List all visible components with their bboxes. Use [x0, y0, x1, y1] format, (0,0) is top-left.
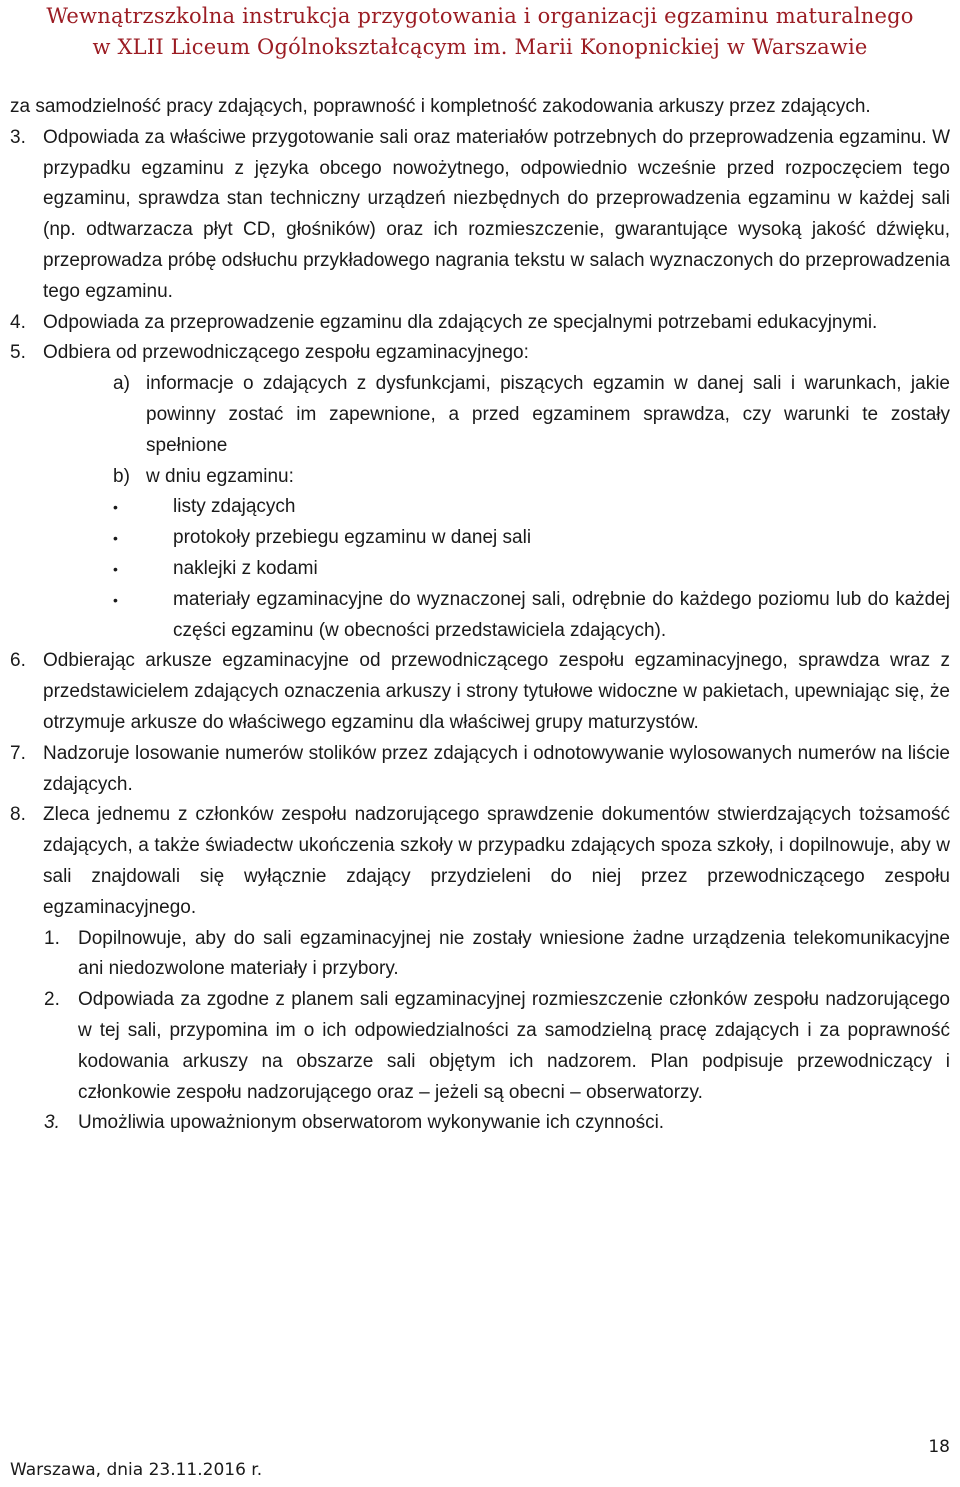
list-item: [10, 338, 950, 369]
list-item: [10, 739, 950, 801]
list-item: [10, 800, 950, 923]
bullet-text: protokoły przebiegu egzaminu w danej sali: [173, 527, 532, 549]
sub-item-letter: b): [113, 465, 130, 487]
item-text: Odpowiada za przeprowadzenie egzaminu dla zdających ze specjalnymi potrzebami edukacyjnymi.: [43, 311, 878, 333]
document-header: [0, 0, 960, 68]
list-item: [10, 123, 950, 308]
list-item: [10, 646, 950, 738]
item-text: Odpowiada za właściwe przygotowanie sali oraz materiałów potrzebnych do przeprowadzenia egzaminu. W przypadku egzaminu z języka obcego nowożytnego, odpowiednio wcześnie przed rozpoczęciem tego egzaminu, sprawdza stan techniczny urządzeń niezbędnych do przeprowadzenia egzaminu w każdej sali (np. odtwarzacza płyt CD, głośników) oraz ich rozmieszczenie, gwarantujące wysoką jakość dźwięku, przeprowadza próbę odsłuchu przykładowego nagrania tekstu w salach wyznaczonych do przeprowadzenia tego egzaminu.: [43, 126, 950, 302]
bullet-icon: •: [113, 591, 118, 608]
bullet-item: [10, 554, 950, 585]
footer-date: Warszawa, dnia 23.11.2016 r.: [10, 1460, 263, 1480]
header-title-line-1: Wewnątrzszkolna instrukcja przygotowania i organizacji egzaminu maturalnego: [46, 4, 914, 28]
sub-list-item: [10, 369, 950, 461]
nested-item-number: 1.: [44, 927, 60, 949]
sub-list-item: [10, 462, 950, 493]
page-number: 18: [928, 1437, 950, 1457]
document-body: [10, 92, 950, 1139]
item-number: 8.: [10, 804, 26, 826]
item-number: 5.: [10, 342, 26, 364]
item-text: Odbiera od przewodniczącego zespołu egzaminacyjnego:: [43, 342, 529, 364]
item-text: Odbierając arkusze egzaminacyjne od przewodniczącego zespołu egzaminacyjnego, sprawdza wraz z przedstawicielem zdających oznaczenia arkuszy i strony tytułowe widoczne w pakietach, upewniając się, że otrzymuje arkusze do właściwego egzaminu dla właściwej grupy maturzystów.: [43, 650, 950, 733]
bullet-item: [10, 523, 950, 554]
nested-item-text: Dopilnowuje, aby do sali egzaminacyjnej nie zostały wniesione żadne urządzenia telekomunikacyjne ani niedozwolone materiały i przybory.: [78, 927, 950, 980]
nested-list-item: [10, 1108, 950, 1139]
nested-list-item: [10, 985, 950, 1108]
nested-item-text: Umożliwia upoważnionym obserwatorom wykonywanie ich czynności.: [78, 1112, 665, 1134]
header-title-line-2: w XLII Liceum Ogólnokształcącym im. Marii Konopnickiej w Warszawie: [92, 35, 868, 59]
item-number: 6.: [10, 650, 26, 672]
item-number: 7.: [10, 742, 26, 764]
bullet-item: [10, 585, 950, 647]
bullet-text: naklejki z kodami: [173, 557, 318, 579]
item-number: 4.: [10, 311, 26, 333]
sub-item-letter: a): [113, 373, 130, 395]
bullet-item: [10, 492, 950, 523]
bullet-icon: •: [113, 560, 118, 577]
nested-item-number: 3.: [44, 1112, 60, 1134]
sub-item-text: w dniu egzaminu:: [146, 465, 294, 487]
list-item: [10, 308, 950, 339]
nested-item-text: Odpowiada za zgodne z planem sali egzaminacyjnej rozmieszczenie członków zespołu nadzorującego w tej sali, przypomina im o ich odpowiedzialności za samodzielną pracę zdających i za poprawność kodowania arkuszy na obszarze sali objętym ich nadzorem. Plan podpisuje przewodniczący i członkowie zespołu nadzorującego oraz – jeżeli są obecni – obserwatorzy.: [78, 989, 950, 1103]
bullet-icon: •: [113, 530, 118, 547]
bullet-text: listy zdających: [173, 496, 296, 518]
item-text: Zleca jednemu z członków zespołu nadzorującego sprawdzenie dokumentów stwierdzających tożsamość zdających, a także świadectw ukończenia szkoły w przypadku zdających spoza szkoły, i dopilnowuje, aby w sali znajdowali się wyłącznie zdający przydzieleni do niej przez przewodniczącego zespołu egzaminacyjnego.: [43, 804, 950, 918]
bullet-icon: •: [113, 499, 118, 516]
sub-item-text: informacje o zdających z dysfunkcjami, piszących egzamin w danej sali i warunkach, jakie powinny zostać im zapewnione, a przed egzaminem sprawdza, czy warunki te zostały spełnione: [146, 373, 950, 456]
item-number: 3.: [10, 126, 26, 148]
nested-list-item: [10, 924, 950, 986]
bullet-text: materiały egzaminacyjne do wyznaczonej sali, odrębnie do każdego poziomu lub do każdej części egzaminu (w obecności przedstawiciela zdających).: [173, 588, 950, 641]
intro-paragraph: za samodzielność pracy zdających, poprawność i kompletność zakodowania arkuszy przez zdających.: [10, 96, 871, 117]
nested-item-number: 2.: [44, 989, 60, 1011]
item-text: Nadzoruje losowanie numerów stolików przez zdających i odnotowywanie wylosowanych numerów na liście zdających.: [43, 742, 950, 795]
